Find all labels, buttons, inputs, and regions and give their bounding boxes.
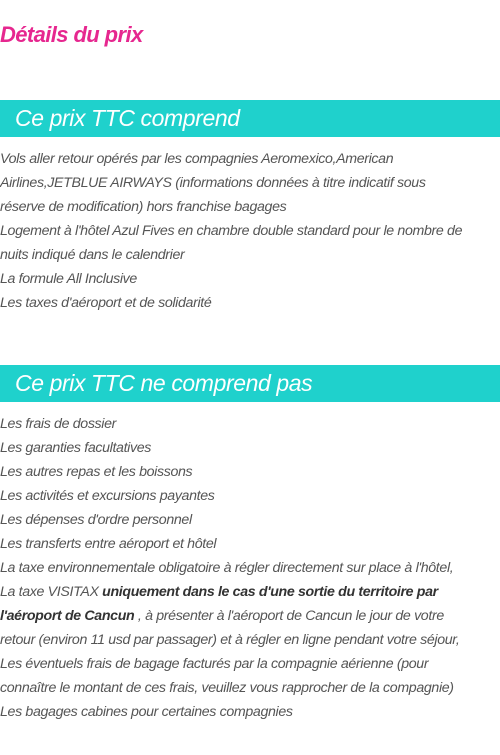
visitax-intro: La taxe VISITAX: [0, 584, 103, 600]
excluded-line: Les frais de dossier: [0, 416, 117, 432]
visitax-line: retour (environ 11 usd par passager) et à régler en ligne pendant votre séjour,: [0, 632, 460, 648]
visitax-line: [0, 604, 500, 628]
excluded-line: Les autres repas et les boissons: [0, 464, 193, 480]
included-list: [0, 147, 500, 315]
visitax-condition: uniquement dans le cas d'une sortie du territoire par: [102, 584, 438, 600]
excluded-line: La taxe environnementale obligatoire à régler directement sur place à l'hôtel,: [0, 560, 454, 576]
included-line: réserve de modification) hors franchise bagages: [0, 199, 287, 215]
excluded-line: connaître le montant de ces frais, veuillez vous rapprocher de la compagnie): [0, 680, 454, 696]
excluded-list: [0, 412, 500, 724]
included-line: Airlines,JETBLUE AIRWAYS (informations données à titre indicatif sous: [0, 175, 426, 191]
page-title: Détails du prix: [0, 22, 143, 47]
excluded-line: Les bagages cabines pour certaines compagnies: [0, 704, 293, 720]
included-heading: Ce prix TTC comprend: [0, 100, 500, 137]
excluded-line: Les éventuels frais de bagage facturés par la compagnie aérienne (pour: [0, 656, 429, 672]
visitax-airport: l'aéroport de Cancun: [0, 608, 135, 624]
included-line: Logement à l'hôtel Azul Fives en chambre double standard pour le nombre de: [0, 223, 463, 239]
excluded-line: Les garanties facultatives: [0, 440, 151, 456]
included-line: La formule All Inclusive: [0, 271, 137, 287]
excluded-line: Les transferts entre aéroport et hôtel: [0, 536, 217, 552]
included-line: nuits indiqué dans le calendrier: [0, 247, 185, 263]
excluded-line: Les activités et excursions payantes: [0, 488, 215, 504]
excluded-line: Les dépenses d'ordre personnel: [0, 512, 192, 528]
visitax-line: [0, 580, 500, 604]
excluded-heading: Ce prix TTC ne comprend pas: [0, 365, 500, 402]
included-line: Les taxes d'aéroport et de solidarité: [0, 295, 212, 311]
included-line: Vols aller retour opérés par les compagnies Aeromexico,American: [0, 151, 394, 167]
visitax-detail: , à présenter à l'aéroport de Cancun le jour de votre: [134, 608, 444, 624]
